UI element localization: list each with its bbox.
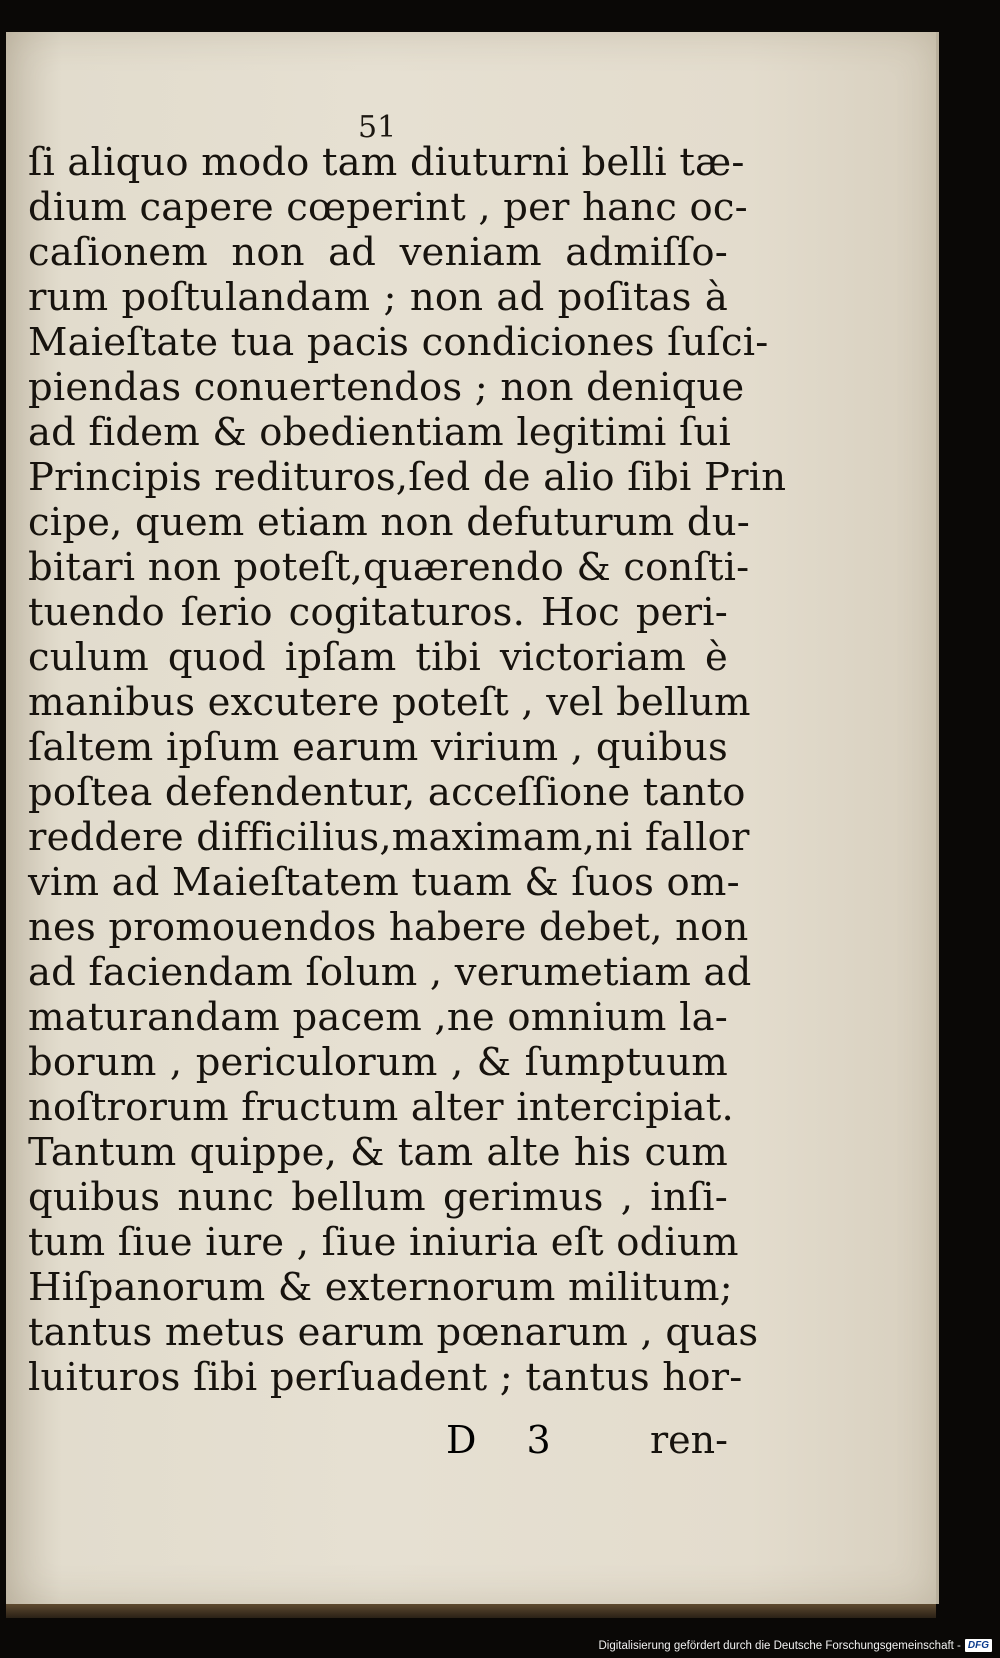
text-line: noſtrorum fructum alter intercipiat. xyxy=(28,1085,734,1130)
text-line: reddere difficilius,maximam,ni fallor xyxy=(28,815,750,860)
text-line: Maieſtate tua pacis condiciones ſuſci- xyxy=(28,320,769,365)
text-line: rum poſtulandam ; non ad poſitas à xyxy=(28,275,728,320)
text-line: maturandam pacem ,ne omnium la- xyxy=(28,995,728,1040)
dfg-logo: DFG xyxy=(965,1639,992,1652)
text-line: tuendo ſerio cogitaturos. Hoc peri- xyxy=(28,590,728,635)
text-line: dium capere cœperint , per hanc oc- xyxy=(28,185,748,230)
text-line: vim ad Maieſtatem tuam & ſuos om- xyxy=(28,860,740,905)
footer-credit xyxy=(598,1639,992,1652)
funding-credit-text: Digitalisierung gefördert durch die Deutsche Forschungsgemeinschaft - xyxy=(598,1639,961,1652)
text-line: caſionem non ad veniam admiſſo- xyxy=(28,230,728,275)
signature-mark xyxy=(446,1418,551,1462)
text-line: quibus nunc bellum gerimus , inſi- xyxy=(28,1175,728,1220)
text-line: manibus excutere poteſt , vel bellum xyxy=(28,680,751,725)
text-line: tantus metus earum pœnarum , quas xyxy=(28,1310,759,1355)
text-line: Tantum quippe, & tam alte his cum xyxy=(28,1130,728,1175)
text-line: culum quod ipſam tibi victoriam è xyxy=(28,635,728,680)
page-edge xyxy=(6,1604,936,1618)
text-line: tum ſiue iure , ſiue iniuria eſt odium xyxy=(28,1220,739,1265)
text-line: Principis redituros,ſed de alio ſibi Prin xyxy=(28,455,787,500)
text-line: piendas conuertendos ; non denique xyxy=(28,365,745,410)
text-line: ad faciendam ſolum , verumetiam ad xyxy=(28,950,752,995)
signature-letter: D xyxy=(446,1418,477,1462)
book-page xyxy=(6,32,939,1604)
text-line: borum , periculorum , & ſumptuum xyxy=(28,1040,728,1085)
catchword: ren- xyxy=(650,1418,728,1462)
page-number: 51 xyxy=(358,110,397,145)
body-text xyxy=(28,140,787,1400)
text-line: bitari non poteſt,quærendo & conſti- xyxy=(28,545,750,590)
text-line: ſi aliquo modo tam diuturni belli tæ- xyxy=(28,140,745,185)
text-line: poſtea defendentur, acceſſione tanto xyxy=(28,770,746,815)
text-line: ſaltem ipſum earum virium , quibus xyxy=(28,725,728,770)
text-line: Hiſpanorum & externorum militum; xyxy=(28,1265,733,1310)
signature-number: 3 xyxy=(526,1418,551,1462)
text-line: nes promouendos habere debet, non xyxy=(28,905,749,950)
text-line: luituros ſibi perſuadent ; tantus hor- xyxy=(28,1355,743,1400)
text-line: ad fidem & obedientiam legitimi ſui xyxy=(28,410,731,455)
text-line: cipe, quem etiam non defuturum du- xyxy=(28,500,750,545)
